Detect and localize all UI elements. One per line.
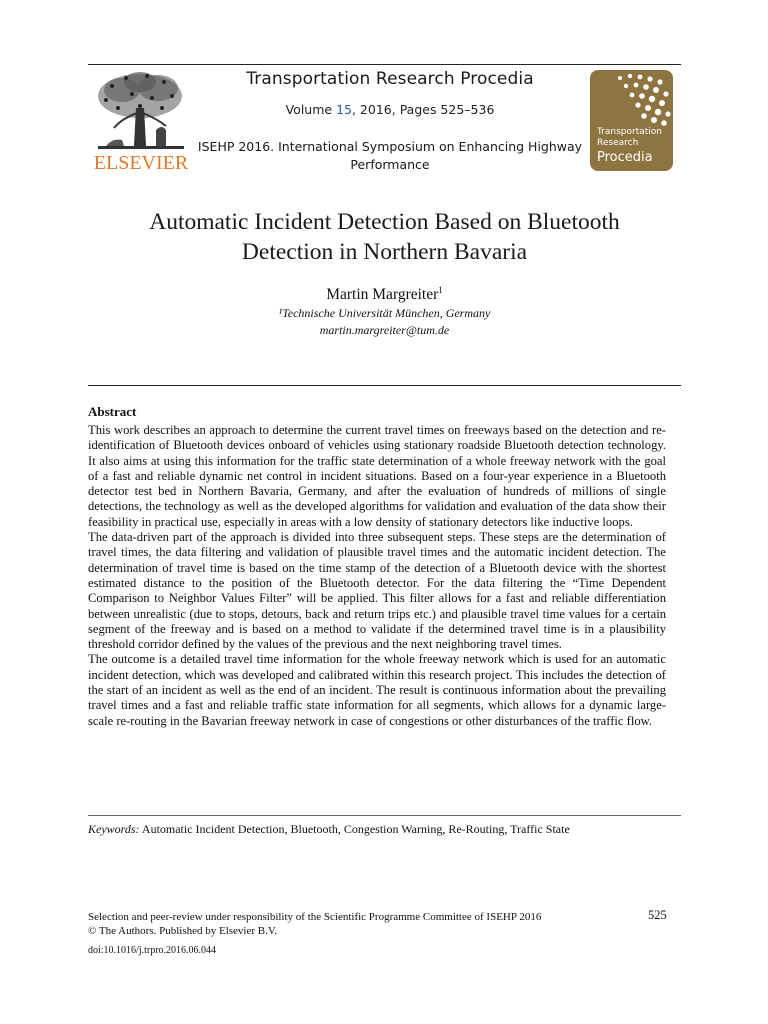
conference-name [195, 138, 585, 174]
title-line1: Automatic Incident Detection Based on Bluetooth [149, 209, 620, 235]
procedia-dots-icon [590, 70, 673, 171]
footer-note [88, 910, 648, 938]
volume-line [195, 102, 585, 117]
conference-line2: Performance [350, 157, 430, 172]
svg-text:ELSEVIER: ELSEVIER [93, 152, 189, 174]
title-line2: Detection in Northern Bavaria [241, 239, 528, 265]
keywords-rule [88, 815, 681, 816]
keywords-text: Automatic Incident Detection, Bluetooth, Congestion Warning, Re-Routing, Traffic State [139, 822, 570, 836]
elsevier-tree-icon [92, 68, 190, 174]
volume-rest: , 2016, Pages 525–536 [351, 102, 495, 117]
abstract-paragraph-2: The data-driven part of the approach is divided into three subsequent steps. These steps are the determination of travel times, the data filtering and validation of plausible travel times and the automatic incident detection. The determination of travel time is based on the time stamp of the detection of a Bluetooth device with the shortest estimated distance to the position of the Bluetooth detector. For the data filtering the “Time Dependent Comparison to Neighbor Values Filter” will be applied. This filter allows for a fast and reliable differentiation between unrealistic (due to stops, detours, back and return trips etc.) and plausible travel time values for a certain segment of the freeway and is based on a method to validate if the determined travel time is in a plausibility threshold corridor defined by the values of the previous and the next neighboring travel times. [88, 530, 666, 652]
conference-line1: ISEHP 2016. International Symposium on Enhancing Highway [197, 139, 583, 154]
author-email[interactable]: martin.margreiter@tum.de [319, 323, 450, 337]
author-name [88, 285, 681, 304]
footer-line1: Selection and peer-review under responsibility of the Scientific Programme Committee of ISEHP 2016 [88, 911, 542, 923]
author-affiliation: ¹Technische Universität München, Germany [278, 306, 491, 320]
journal-name[interactable]: Transportation Research Procedia [246, 69, 534, 89]
svg-text:Transportation: Transportation [597, 127, 662, 137]
page-number: 525 [648, 908, 667, 922]
keywords-line [88, 822, 681, 837]
abstract-body [88, 423, 666, 729]
footer-line2: © The Authors. Published by Elsevier B.V. [88, 925, 278, 937]
header-rule-top [88, 64, 681, 65]
keywords-label: Keywords: [88, 822, 140, 836]
svg-text:Procedia: Procedia [597, 150, 653, 165]
journal-logo [590, 70, 673, 171]
abstract-paragraph-3: The outcome is a detailed travel time information for the whole freeway network which is used for an automatic incident detection, which was developed and calibrated within this research project. This includes the detection of the start of an incident as well as the end of an incident. The result is continuous information about the prevailing travel times and a fast and reliable traffic state information for all segments, which allows for a dynamic large-scale re-routing in the Bavarian freeway network in case of congestions or other disturbances of the traffic flow. [88, 652, 666, 728]
volume-link[interactable]: 15 [336, 102, 352, 117]
paper-title [88, 207, 681, 267]
author-text: Martin Margreiter [326, 286, 439, 304]
volume-label: Volume [285, 102, 333, 117]
abstract-paragraph-1: This work describes an approach to determine the current travel times on freeways based on the detection and re-identification of Bluetooth devices onboard of vehicles using stationary roadside Bluetooth detection technology. It also aims at using this information for the traffic state determination of a whole freeway network with the goal of a fast and reliable dynamic net control in incident situations. Based on a four-year experience in a Bluetooth detector test bed in Northern Bavaria, Germany, and after the evaluation of hundreds of millions of single detections, the technology as well as the developed algorithms for validation and evaluation of the data show their feasibility in practical use, especially in areas with a low density of stationary detectors like inductive loops. [88, 423, 666, 529]
elsevier-logo [92, 68, 190, 174]
svg-text:Research: Research [597, 138, 639, 148]
doi-link[interactable]: doi:10.1016/j.trpro.2016.06.044 [88, 945, 217, 956]
author-superscript: 1 [438, 285, 443, 295]
abstract-heading: Abstract [88, 404, 137, 419]
section-rule [88, 385, 681, 386]
